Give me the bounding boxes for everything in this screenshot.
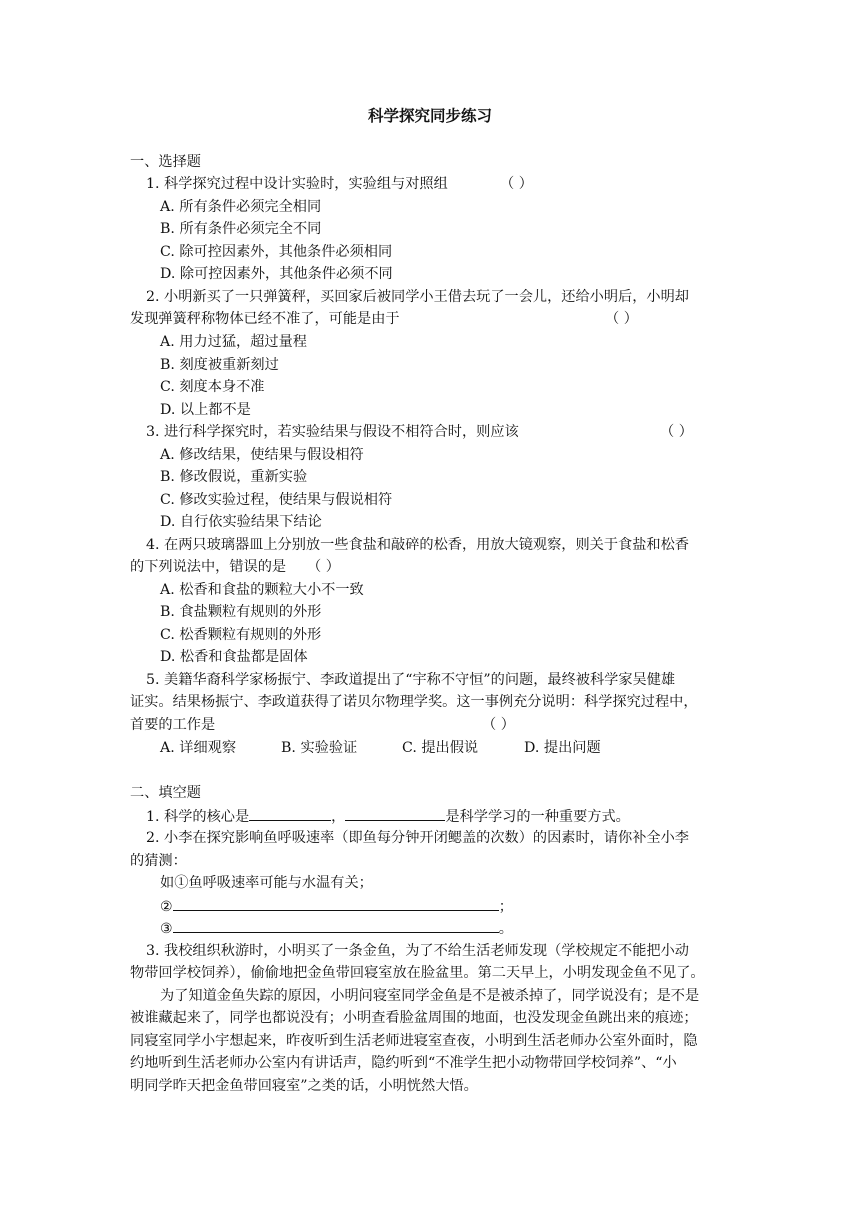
option-b: B. 实验验证 [281, 740, 358, 756]
story-line: 同寝室同学小宇想起来，昨夜听到生活老师进寝室查夜，小明到生活老师办公室外面时，隐 [130, 1033, 698, 1049]
option-b: B. 刻度被重新刻过 [160, 357, 279, 373]
fill-question-3-line1: 3. 我校组织秋游时，小明买了一条金鱼，为了不给生活老师发现（学校规定不能把小动 [146, 943, 689, 959]
guess-end: 。 [498, 921, 513, 937]
fill-question-2-line1: 2. 小李在探究影响鱼呼吸速率（即鱼每分钟开闭鳃盖的次数）的因素时，请你补全小李 [146, 830, 689, 846]
option-d: D. 松香和食盐都是固体 [160, 649, 308, 665]
question-5-stem-line3: 首要的工作是 [130, 717, 216, 733]
guess-label: ③ [160, 921, 173, 937]
option-a: A. 所有条件必须完全相同 [160, 199, 322, 215]
option-b: B. 修改假说，重新实验 [160, 469, 308, 485]
question-2-stem-line1: 2. 小明新买了一只弹簧秤，买回家后被同学小王借去玩了一会儿，还给小明后，小明却 [146, 289, 689, 305]
section-heading-fill: 二、填空题 [130, 785, 201, 801]
question-4-stem-line2: 的下列说法中，错误的是 [130, 559, 287, 575]
guess-2 [160, 896, 513, 917]
question-4-stem-line1: 4. 在两只玻璃器皿上分别放一些食盐和敲碎的松香，用放大镜观察，则关于食盐和松香 [146, 537, 689, 553]
story-line: 为了知道金鱼失踪的原因，小明问寝室同学金鱼是不是被杀掉了，同学说没有；是不是 [160, 988, 700, 1004]
question-text: 是科学学习的一种重要方式。 [445, 809, 630, 825]
fill-question-2-line2: 的猜测： [130, 853, 187, 869]
question-2-stem-line2: 发现弹簧秤称物体已经不准了，可能是由于 [130, 311, 400, 327]
story-line: 被谁藏起来了，同学也都说没有；小明查看脸盆周围的地面，也没发现金鱼跳出来的痕迹； [130, 1010, 698, 1026]
question-text: 1. 科学探究过程中设计实验时，实验组与对照组 [146, 176, 448, 192]
answer-blank[interactable] [173, 896, 499, 911]
question-3-stem: 3. 进行科学探究时，若实验结果与假设不相符合时，则应该 [146, 424, 519, 440]
guess-label: ② [160, 899, 173, 915]
question-5-stem-line1: 5. 美籍华裔科学家杨振宁、李政道提出了“宇称不守恒”的问题，最终被科学家吴健雄 [146, 672, 676, 688]
answer-blank[interactable] [345, 806, 445, 821]
story-line: 明同学昨天把金鱼带回寝室”之类的话，小明恍然大悟。 [130, 1078, 478, 1094]
option-b: B. 所有条件必须完全不同 [160, 221, 322, 237]
page-title: 科学探究同步练习 [367, 106, 492, 125]
option-c: C. 修改实验过程，使结果与假说相符 [160, 492, 393, 508]
answer-paren: （ ） [660, 424, 693, 440]
answer-paren: （ ） [307, 559, 340, 575]
answer-blank[interactable] [173, 918, 499, 933]
option-c: C. 松香颗粒有规则的外形 [160, 627, 322, 643]
fill-question-1 [146, 806, 630, 827]
fill-question-3-line2: 物带回学校饲养），偷偷地把金鱼带回寝室放在脸盆里。第二天早上，小明发现金鱼不见了。 [130, 965, 705, 981]
option-a: A. 松香和食盐的颗粒大小不一致 [160, 582, 364, 598]
answer-paren: （ ） [500, 176, 533, 192]
question-5-stem-line2: 证实。结果杨振宁、李政道获得了诺贝尔物理学奖。这一事例充分说明：科学探究过程中， [130, 694, 698, 710]
answer-paren: （ ） [605, 311, 638, 327]
option-d: D. 自行依实验结果下结论 [160, 514, 322, 530]
option-a: A. 修改结果，使结果与假设相符 [160, 447, 364, 463]
option-b: B. 食盐颗粒有规则的外形 [160, 604, 322, 620]
question-text: ， [331, 809, 346, 825]
option-c: C. 提出假说 [402, 740, 479, 756]
answer-paren: （ ） [482, 717, 515, 733]
guess-3 [160, 918, 513, 939]
option-c: C. 除可控因素外，其他条件必须相同 [160, 244, 393, 260]
story-line: 约地听到生活老师办公室内有讲话声，隐约听到“不准学生把小动物带回学校饲养”、“小 [130, 1055, 677, 1071]
option-d: D. 以上都不是 [160, 402, 251, 418]
section-heading-choice: 一、选择题 [130, 154, 201, 170]
option-a: A. 用力过猛，超过量程 [160, 334, 307, 350]
answer-blank[interactable] [249, 806, 331, 821]
example-guess: 如①鱼呼吸速率可能与水温有关； [160, 875, 373, 891]
guess-end: ； [498, 899, 513, 915]
option-c: C. 刻度本身不准 [160, 379, 265, 395]
question-text: 1. 科学的核心是 [146, 809, 250, 825]
option-d: D. 提出问题 [524, 740, 601, 756]
option-a: A. 详细观察 [160, 740, 237, 756]
question-1-stem [146, 174, 448, 194]
option-d: D. 除可控因素外，其他条件必须不同 [160, 266, 393, 282]
